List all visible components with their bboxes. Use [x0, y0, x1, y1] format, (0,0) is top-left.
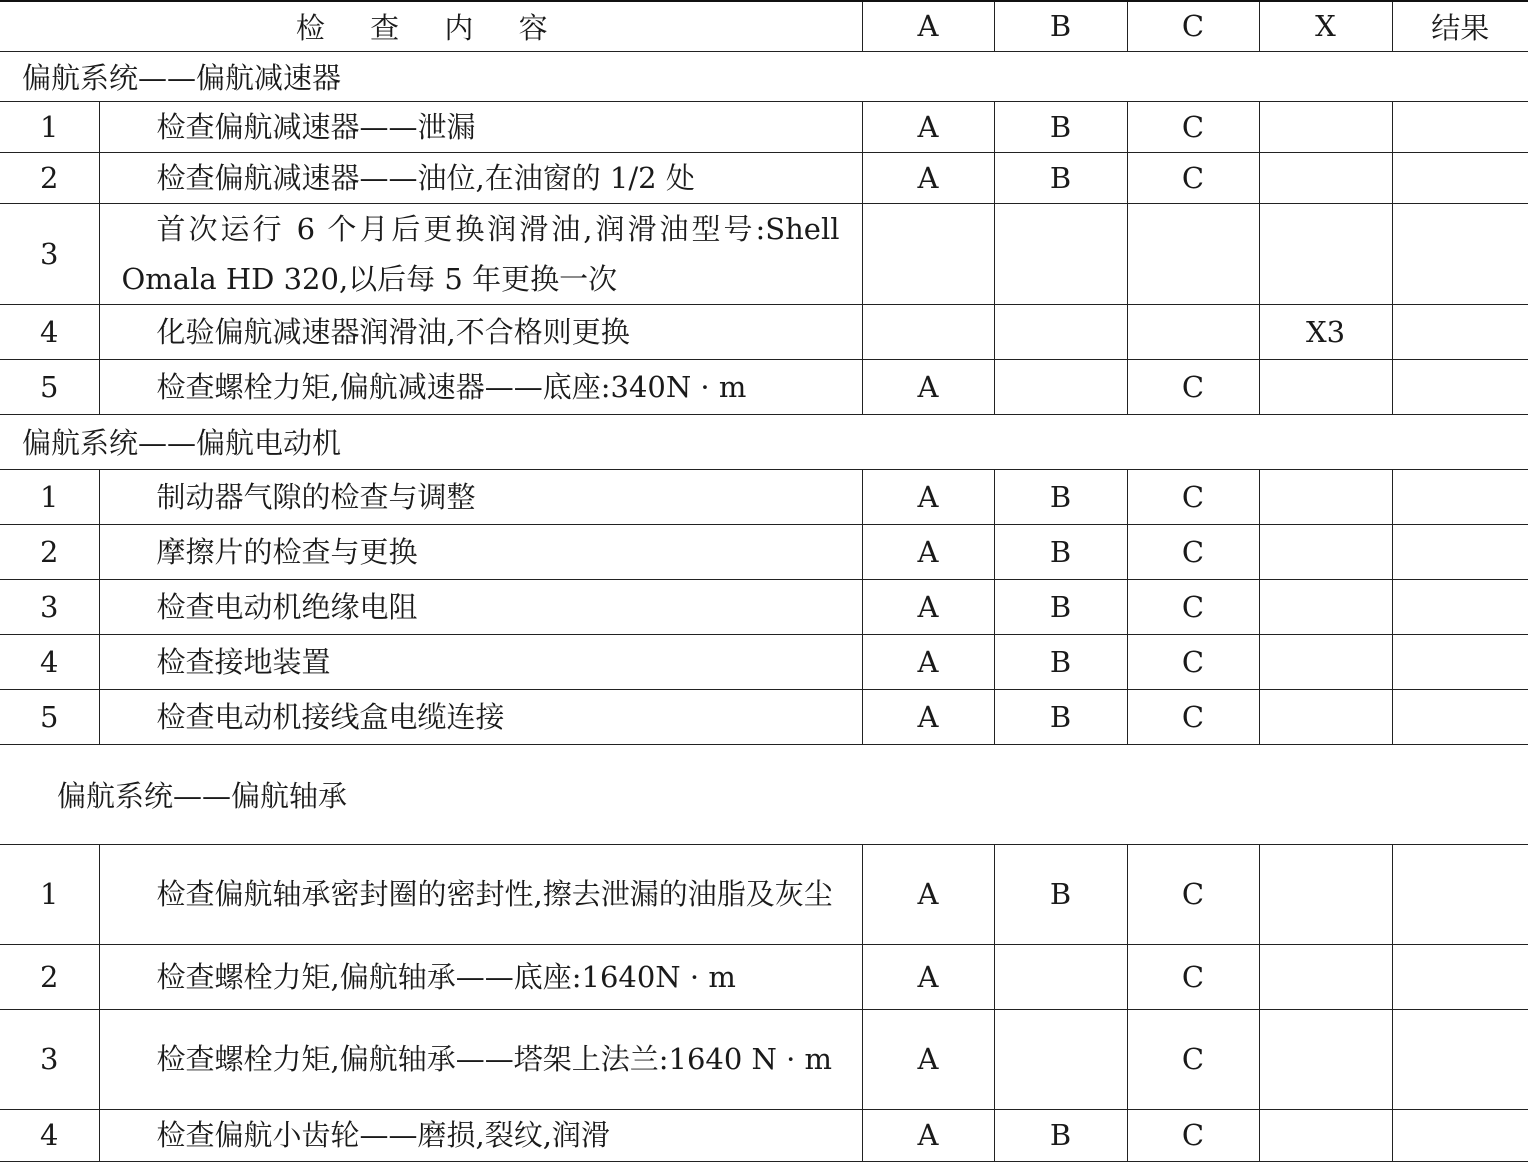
cell-x [1259, 844, 1392, 944]
table-row [0, 359, 1528, 414]
cell-c: C [1127, 634, 1259, 689]
cell-b: B [994, 1109, 1127, 1161]
header-a: A [862, 1, 994, 51]
row-number: 1 [0, 101, 99, 152]
cell-result [1392, 1009, 1528, 1109]
cell-b: B [994, 101, 1127, 152]
row-number: 3 [0, 203, 99, 304]
section-title: 偏航系统——偏航电动机 [0, 414, 1528, 469]
row-description: 化验偏航减速器润滑油,不合格则更换 [99, 304, 862, 359]
cell-a: A [862, 1109, 994, 1161]
row-description: 检查偏航减速器——泄漏 [99, 101, 862, 152]
cell-c: C [1127, 359, 1259, 414]
row-number: 4 [0, 304, 99, 359]
table-row [0, 152, 1528, 203]
cell-x [1259, 579, 1392, 634]
table-row [0, 1009, 1528, 1109]
table-row [0, 844, 1528, 944]
section-title: 偏航系统——偏航减速器 [0, 51, 1528, 101]
cell-c: C [1127, 152, 1259, 203]
row-number: 5 [0, 359, 99, 414]
cell-b: B [994, 469, 1127, 524]
cell-a: A [862, 152, 994, 203]
cell-b [994, 1009, 1127, 1109]
row-description: 检查接地装置 [99, 634, 862, 689]
header-content-label: 检 查 内 容 [295, 10, 566, 45]
row-number: 5 [0, 689, 99, 744]
section-title: 偏航系统——偏航轴承 [0, 744, 1528, 844]
cell-c [1127, 304, 1259, 359]
cell-result [1392, 152, 1528, 203]
cell-c [1127, 203, 1259, 304]
cell-c: C [1127, 1009, 1259, 1109]
cell-x [1259, 1109, 1392, 1161]
cell-x: X3 [1259, 304, 1392, 359]
row-number: 2 [0, 152, 99, 203]
row-number: 1 [0, 844, 99, 944]
cell-b [994, 203, 1127, 304]
row-number: 3 [0, 579, 99, 634]
cell-result [1392, 1109, 1528, 1161]
row-number: 3 [0, 1009, 99, 1109]
header-content [0, 1, 862, 51]
cell-b [994, 304, 1127, 359]
cell-x [1259, 944, 1392, 1009]
table-row [0, 634, 1528, 689]
cell-a: A [862, 844, 994, 944]
cell-a: A [862, 579, 994, 634]
table-row [0, 579, 1528, 634]
cell-b: B [994, 524, 1127, 579]
cell-c: C [1127, 101, 1259, 152]
table-row [0, 101, 1528, 152]
cell-a: A [862, 634, 994, 689]
cell-x [1259, 524, 1392, 579]
cell-result [1392, 634, 1528, 689]
cell-b: B [994, 844, 1127, 944]
cell-a [862, 203, 994, 304]
row-description: 检查偏航轴承密封圈的密封性,擦去泄漏的油脂及灰尘 [99, 844, 862, 944]
cell-a: A [862, 359, 994, 414]
cell-a: A [862, 689, 994, 744]
header-row [0, 1, 1528, 51]
header-c: C [1127, 1, 1259, 51]
cell-x [1259, 152, 1392, 203]
cell-result [1392, 101, 1528, 152]
cell-c: C [1127, 689, 1259, 744]
cell-b: B [994, 579, 1127, 634]
cell-x [1259, 203, 1392, 304]
table-row [0, 944, 1528, 1009]
table-row [0, 469, 1528, 524]
cell-c: C [1127, 844, 1259, 944]
cell-a: A [862, 469, 994, 524]
cell-result [1392, 359, 1528, 414]
cell-result [1392, 524, 1528, 579]
cell-result [1392, 304, 1528, 359]
table-row [0, 524, 1528, 579]
cell-result [1392, 689, 1528, 744]
cell-result [1392, 469, 1528, 524]
header-b: B [994, 1, 1127, 51]
cell-x [1259, 469, 1392, 524]
cell-c: C [1127, 944, 1259, 1009]
cell-x [1259, 1009, 1392, 1109]
cell-c: C [1127, 579, 1259, 634]
row-number: 1 [0, 469, 99, 524]
cell-x [1259, 359, 1392, 414]
cell-result [1392, 844, 1528, 944]
row-description: 检查偏航减速器——油位,在油窗的 1/2 处 [99, 152, 862, 203]
row-description: 摩擦片的检查与更换 [99, 524, 862, 579]
cell-a: A [862, 101, 994, 152]
cell-x [1259, 689, 1392, 744]
header-x: X [1259, 1, 1392, 51]
cell-x [1259, 101, 1392, 152]
cell-result [1392, 944, 1528, 1009]
cell-b: B [994, 689, 1127, 744]
cell-b [994, 944, 1127, 1009]
section-row [0, 414, 1528, 469]
cell-result [1392, 579, 1528, 634]
section-row [0, 51, 1528, 101]
row-description: 检查螺栓力矩,偏航轴承——塔架上法兰:1640 N · m [99, 1009, 862, 1109]
table-row [0, 203, 1528, 304]
cell-b [994, 359, 1127, 414]
table-row [0, 304, 1528, 359]
table-row [0, 689, 1528, 744]
cell-a: A [862, 944, 994, 1009]
row-description: 首次运行 6 个月后更换润滑油,润滑油型号:Shell Omala HD 320,以后每 5 年更换一次 [99, 203, 862, 304]
cell-b: B [994, 634, 1127, 689]
cell-x [1259, 634, 1392, 689]
row-description: 检查电动机绝缘电阻 [99, 579, 862, 634]
cell-a [862, 304, 994, 359]
cell-c: C [1127, 524, 1259, 579]
cell-a: A [862, 524, 994, 579]
cell-a: A [862, 1009, 994, 1109]
cell-b: B [994, 152, 1127, 203]
row-number: 4 [0, 1109, 99, 1161]
row-number: 4 [0, 634, 99, 689]
row-description: 检查螺栓力矩,偏航轴承——底座:1640N · m [99, 944, 862, 1009]
header-result: 结果 [1392, 1, 1528, 51]
row-number: 2 [0, 524, 99, 579]
cell-result [1392, 203, 1528, 304]
row-description: 检查偏航小齿轮——磨损,裂纹,润滑 [99, 1109, 862, 1161]
cell-c: C [1127, 1109, 1259, 1161]
row-description: 检查电动机接线盒电缆连接 [99, 689, 862, 744]
cell-c: C [1127, 469, 1259, 524]
section-row [0, 744, 1528, 844]
row-description: 检查螺栓力矩,偏航减速器——底座:340N · m [99, 359, 862, 414]
row-number: 2 [0, 944, 99, 1009]
row-description: 制动器气隙的检查与调整 [99, 469, 862, 524]
table-row [0, 1109, 1528, 1161]
